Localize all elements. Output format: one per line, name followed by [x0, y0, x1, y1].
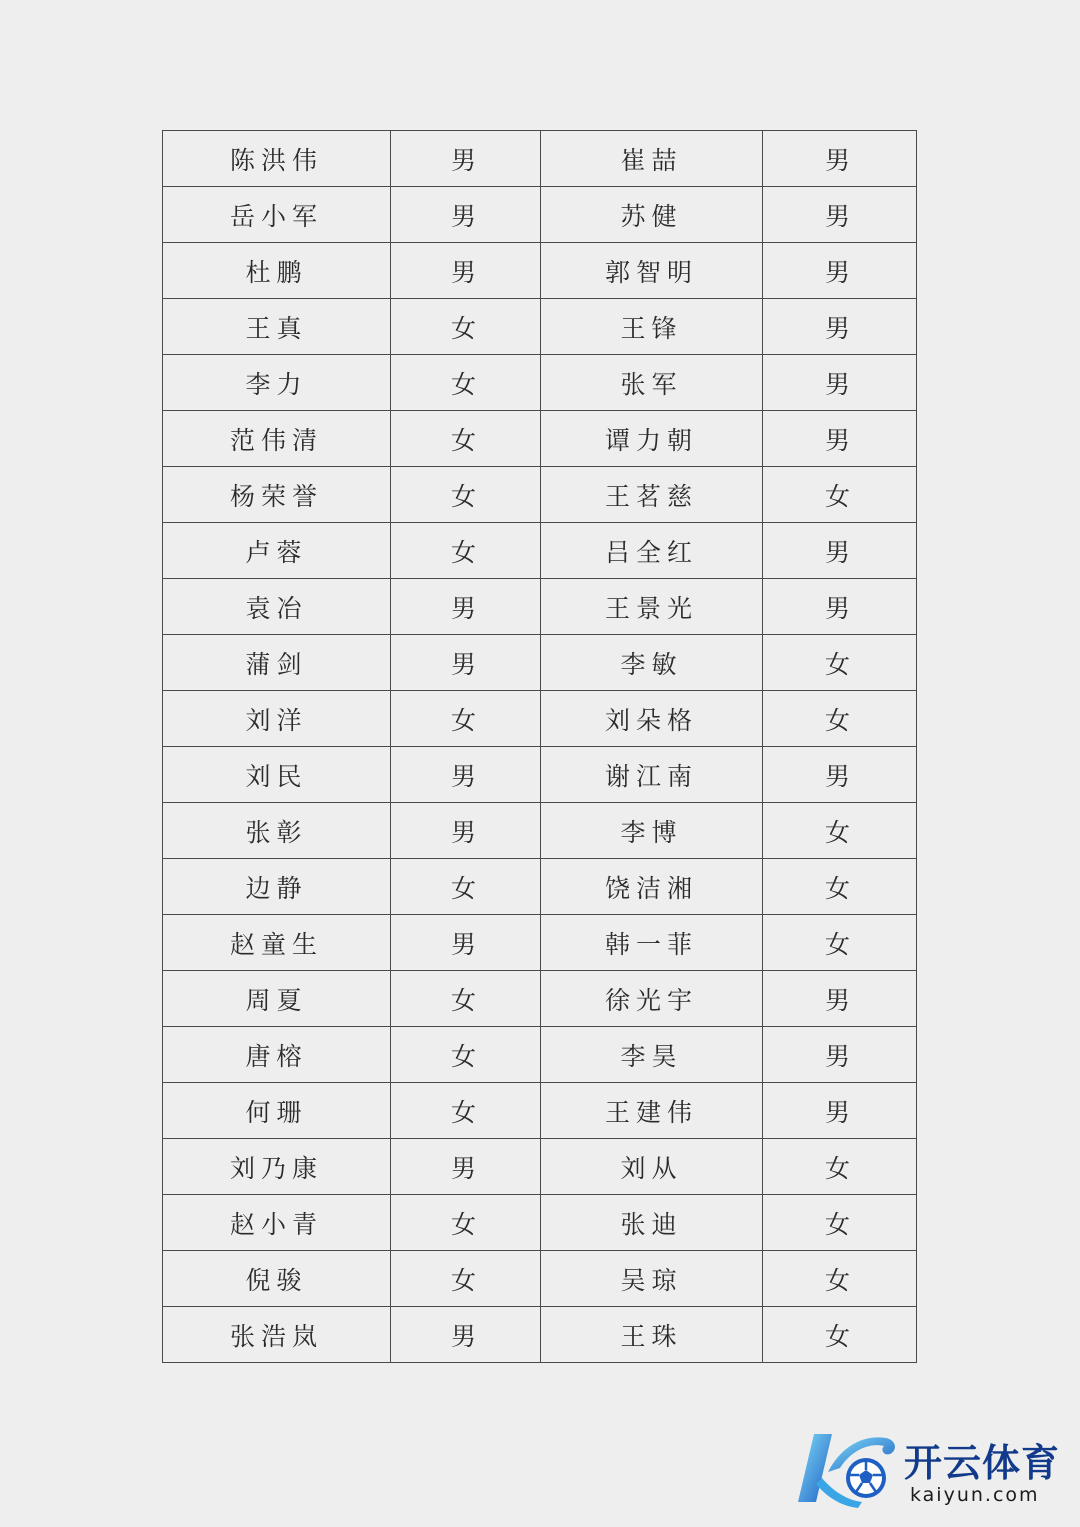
- table-row: [163, 1251, 917, 1307]
- name-cell: 边静: [163, 859, 391, 915]
- table-row: [163, 131, 917, 187]
- name-cell: 张迪: [541, 1195, 763, 1251]
- gender-cell: 女: [763, 803, 917, 859]
- name-cell: 王建伟: [541, 1083, 763, 1139]
- gender-cell: 男: [763, 243, 917, 299]
- gender-cell: 女: [763, 1307, 917, 1363]
- table-row: [163, 803, 917, 859]
- name-cell: 刘乃康: [163, 1139, 391, 1195]
- gender-cell: 男: [391, 915, 541, 971]
- name-cell: 张浩岚: [163, 1307, 391, 1363]
- name-cell: 郭智明: [541, 243, 763, 299]
- name-cell: 王珠: [541, 1307, 763, 1363]
- name-cell: 倪骏: [163, 1251, 391, 1307]
- name-cell: 卢蓉: [163, 523, 391, 579]
- name-cell: 周夏: [163, 971, 391, 1027]
- name-cell: 袁冶: [163, 579, 391, 635]
- name-cell: 赵小青: [163, 1195, 391, 1251]
- gender-cell: 男: [763, 355, 917, 411]
- gender-cell: 女: [391, 971, 541, 1027]
- name-cell: 韩一菲: [541, 915, 763, 971]
- name-cell: 刘朵格: [541, 691, 763, 747]
- gender-cell: 女: [391, 411, 541, 467]
- name-cell: 谢江南: [541, 747, 763, 803]
- name-cell: 崔喆: [541, 131, 763, 187]
- gender-cell: 女: [391, 355, 541, 411]
- name-cell: 李敏: [541, 635, 763, 691]
- gender-cell: 女: [391, 1195, 541, 1251]
- gender-cell: 男: [763, 131, 917, 187]
- table-row: [163, 635, 917, 691]
- table-row: [163, 187, 917, 243]
- gender-cell: 女: [391, 1251, 541, 1307]
- name-cell: 杜鹏: [163, 243, 391, 299]
- gender-cell: 男: [391, 803, 541, 859]
- name-cell: 杨荣誉: [163, 467, 391, 523]
- gender-cell: 男: [391, 131, 541, 187]
- brand-domain: kaiyun.com: [910, 1484, 1040, 1506]
- gender-cell: 女: [391, 299, 541, 355]
- table-row: [163, 299, 917, 355]
- gender-cell: 男: [763, 523, 917, 579]
- table-row: [163, 1195, 917, 1251]
- name-cell: 刘从: [541, 1139, 763, 1195]
- gender-cell: 女: [763, 635, 917, 691]
- brand-name: 开云体育: [904, 1441, 1061, 1485]
- name-cell: 赵童生: [163, 915, 391, 971]
- name-cell: 李博: [541, 803, 763, 859]
- gender-cell: 男: [763, 1027, 917, 1083]
- gender-cell: 女: [391, 691, 541, 747]
- gender-cell: 男: [763, 299, 917, 355]
- gender-cell: 女: [391, 467, 541, 523]
- table-row: [163, 859, 917, 915]
- table-row: [163, 1139, 917, 1195]
- gender-cell: 男: [391, 1139, 541, 1195]
- name-cell: 李力: [163, 355, 391, 411]
- name-cell: 王茗慈: [541, 467, 763, 523]
- gender-cell: 男: [763, 971, 917, 1027]
- gender-cell: 女: [763, 1251, 917, 1307]
- name-cell: 何珊: [163, 1083, 391, 1139]
- gender-cell: 女: [763, 1139, 917, 1195]
- table-row: [163, 971, 917, 1027]
- name-cell: 王锋: [541, 299, 763, 355]
- gender-cell: 女: [763, 691, 917, 747]
- table-row: [163, 467, 917, 523]
- name-cell: 饶洁湘: [541, 859, 763, 915]
- gender-cell: 女: [763, 467, 917, 523]
- name-cell: 陈洪伟: [163, 131, 391, 187]
- table-row: [163, 243, 917, 299]
- gender-cell: 男: [763, 411, 917, 467]
- gender-cell: 女: [391, 523, 541, 579]
- table-row: [163, 579, 917, 635]
- gender-cell: 男: [391, 635, 541, 691]
- table-row: [163, 523, 917, 579]
- table-row: [163, 411, 917, 467]
- brand-watermark: [792, 1428, 1072, 1510]
- kaiyun-logo-icon: [792, 1428, 902, 1510]
- table-row: [163, 691, 917, 747]
- name-cell: 张军: [541, 355, 763, 411]
- gender-cell: 女: [391, 1027, 541, 1083]
- name-cell: 唐榕: [163, 1027, 391, 1083]
- gender-cell: 男: [391, 187, 541, 243]
- gender-cell: 女: [763, 859, 917, 915]
- name-cell: 苏健: [541, 187, 763, 243]
- roster-body: [163, 131, 917, 1363]
- table-row: [163, 355, 917, 411]
- name-cell: 徐光宇: [541, 971, 763, 1027]
- table-row: [163, 1307, 917, 1363]
- gender-cell: 男: [763, 1083, 917, 1139]
- table-row: [163, 747, 917, 803]
- gender-cell: 男: [391, 243, 541, 299]
- gender-cell: 男: [391, 579, 541, 635]
- name-cell: 王景光: [541, 579, 763, 635]
- gender-cell: 男: [391, 747, 541, 803]
- gender-cell: 男: [763, 187, 917, 243]
- name-cell: 蒲剑: [163, 635, 391, 691]
- table-row: [163, 1083, 917, 1139]
- gender-cell: 男: [763, 579, 917, 635]
- table-row: [163, 915, 917, 971]
- gender-cell: 男: [763, 747, 917, 803]
- gender-cell: 女: [391, 859, 541, 915]
- roster-table: [162, 130, 917, 1363]
- name-cell: 谭力朝: [541, 411, 763, 467]
- gender-cell: 女: [763, 1195, 917, 1251]
- name-cell: 吕全红: [541, 523, 763, 579]
- name-cell: 张彰: [163, 803, 391, 859]
- table-row: [163, 1027, 917, 1083]
- gender-cell: 男: [391, 1307, 541, 1363]
- name-cell: 李昊: [541, 1027, 763, 1083]
- name-cell: 王真: [163, 299, 391, 355]
- name-cell: 范伟清: [163, 411, 391, 467]
- gender-cell: 女: [391, 1083, 541, 1139]
- name-cell: 刘民: [163, 747, 391, 803]
- name-cell: 岳小军: [163, 187, 391, 243]
- name-cell: 吴琼: [541, 1251, 763, 1307]
- name-cell: 刘洋: [163, 691, 391, 747]
- gender-cell: 女: [763, 915, 917, 971]
